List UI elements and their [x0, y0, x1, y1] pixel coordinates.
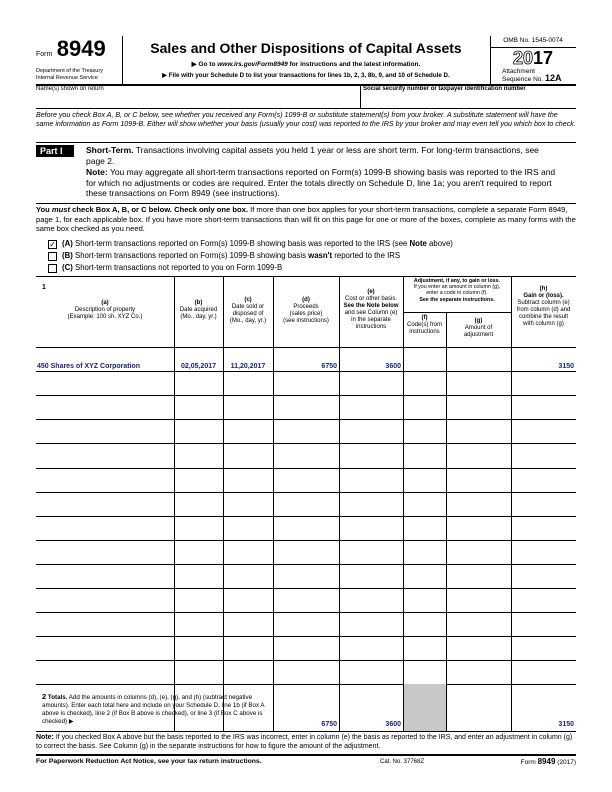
form-label: Form [36, 51, 53, 58]
table-row-divider [36, 684, 576, 685]
total-cost-basis[interactable]: 3600 [385, 721, 401, 728]
col-g-header: (g) Amount of adjustment [463, 318, 494, 338]
table-column-divider [511, 276, 512, 731]
form-title: Sales and Other Dispositions of Capital Assets [150, 40, 462, 56]
box-b-checkbox[interactable] [48, 252, 57, 261]
file-with-line: ▶ File with your Schedule D to list your transactions for lines 1b, 2, 3, 8b, 9, and 10 of Schedule D. [162, 72, 450, 79]
box-c-checkbox[interactable] [48, 264, 57, 273]
table-row-divider [36, 564, 576, 565]
table-row-divider [36, 660, 576, 661]
table-row-divider [36, 540, 576, 541]
col-e-header: (e) Cost or other basis. See the Note below and see Column (e) in the separate instructions [343, 289, 399, 330]
paperwork-notice: For Paperwork Reduction Act Notice, see your tax return instructions. [36, 758, 262, 765]
table-column-divider [223, 276, 224, 731]
table-row-divider [36, 636, 576, 637]
table-row-divider [36, 395, 576, 396]
row1-date-sold[interactable]: 11,20,2017 [230, 363, 266, 370]
footer-form-id: Form 8949 (2017) [520, 757, 576, 766]
box-a-label: (A) Short-term transactions reported on Form(s) 1099-B showing basis was reported to the IRS (see Note above) [62, 239, 453, 248]
table-column-divider [403, 276, 404, 731]
table-header-divider [36, 347, 576, 348]
name-field[interactable]: Name(s) shown on return [36, 86, 104, 92]
irs-link[interactable]: www.irs.gov/Form8949 [217, 61, 288, 68]
col-b-header: (b) Date acquired (Mo., day, yr.) [179, 300, 218, 320]
ssn-field[interactable]: Social security number or taxpayer identification number [363, 86, 526, 92]
table-row-divider [36, 516, 576, 517]
cat-number: Cat. No. 37768Z [380, 759, 425, 765]
adjustment-header: Adjustment, if any, to gain or loss. If you enter an amount in column (g), enter a code in column (f). See the separate instructions. [413, 278, 501, 303]
table-bottom-border [36, 731, 576, 732]
part-note: Note: You may aggregate all short-term transactions reported on Form(s) 1099-B showing basis was reported to the IRS and for which no adjustments or codes are required. Enter the totals directly on Schedule D, line 1a; you aren't required to report these transactions on Form 8949 (see instructions). [86, 167, 556, 198]
row1-proceeds[interactable]: 6750 [321, 363, 337, 370]
box-a-checkbox[interactable]: ✓ [49, 240, 56, 249]
col-h-header: (h) Gain or (loss). Subtract column (e) from column (d) and combine the result with column (g) [516, 286, 571, 327]
adjustment-divider [403, 312, 511, 313]
attachment-sequence: Attachment Sequence No. 12A [502, 68, 562, 83]
table-row-divider [36, 419, 576, 420]
line-1-label: 1 [42, 284, 46, 291]
box-b-label: (B) Short-term transactions reported on Form(s) 1099-B showing basis wasn't reported to the IRS [62, 251, 401, 260]
table-row-divider [36, 588, 576, 589]
table-row-divider [36, 468, 576, 469]
table-column-divider [174, 276, 175, 731]
table-row-divider [36, 612, 576, 613]
tax-year: 2017 [512, 48, 554, 68]
total-gain-loss[interactable]: 3150 [558, 721, 574, 728]
row1-date-acquired[interactable]: 02,05,2017 [180, 363, 217, 370]
col-c-header: (c) Date sold or disposed of (Mo., day, yr.) [229, 297, 267, 324]
form-number-block [36, 36, 122, 62]
totals-shaded-cell [404, 684, 446, 731]
row1-gain-loss[interactable]: 3150 [558, 363, 574, 370]
table-column-divider [273, 276, 274, 731]
part-tag: Part I [36, 145, 74, 157]
col-a-header: (a) Description of property (Example: 100 sh. XYZ Co.) [67, 300, 143, 320]
department-label: Department of the Treasury Internal Revenue Service [36, 68, 103, 81]
row1-description[interactable]: 450 Shares of XYZ Corporation [37, 363, 141, 370]
box-c-label: (C) Short-term transactions not reported to you on Form 1099-B [62, 263, 283, 272]
col-d-header: (d) Proceeds (sales price) (see instructions) [283, 297, 329, 324]
col-f-header: (f) Code(s) from instructions [406, 315, 442, 335]
form-number: 8949 [56, 36, 106, 61]
totals-label: 2 Totals. Add the amounts in columns (d), (e), (g), and (h) (subtract negative amounts). Enter each total here and include on your Schedule D, line 1b (if Box A above is checked), line 2 (if Box B above is checked), or line 3 (if Box C above is checked) ▶ [42, 692, 265, 725]
must-check-instruction: You must check Box A, B, or C below. Check only one box. If more than one box applies for your short-term transactions, complete a separate Form 8949, page 1, for each applicable box. If you have more short-term transactions than will fit on this page for one or more of the boxes, complete as many forms with the same box checked as you need. [36, 205, 576, 233]
bottom-note: Note: If you checked Box A above but the basis reported to the IRS was incorrect, enter in column (e) the basis as reported to the IRS, and enter an adjustment in column (g) to correct the basis. See Column (g) in the separate instructions for how to figure the amount of the adjustment. [36, 734, 573, 750]
intro-text: Before you check Box A, B, or C below, see whether you received any Form(s) 1099-B or substitute statement(s) from your broker. A substitute statement will have the same information as Form 1099-B. Either will show whether your basis (usually your cost) was reported to the IRS by your broker and may even tell you which box to check. [36, 111, 576, 128]
table-column-divider [339, 276, 340, 731]
part-title-text: Short-Term. Transactions involving capital assets you held 1 year or less are short term. For long-term transactions, see page 2. [86, 145, 539, 166]
row1-cost-basis[interactable]: 3600 [385, 363, 401, 370]
table-row-divider [36, 443, 576, 444]
table-row-divider [36, 492, 576, 493]
total-proceeds[interactable]: 6750 [321, 721, 337, 728]
goto-line: ▶ Go to www.irs.gov/Form8949 for instructions and the latest information. [191, 61, 421, 68]
table-column-divider [446, 312, 447, 731]
table-row-divider [36, 371, 576, 372]
omb-number: OMB No. 1545-0074 [503, 37, 563, 44]
